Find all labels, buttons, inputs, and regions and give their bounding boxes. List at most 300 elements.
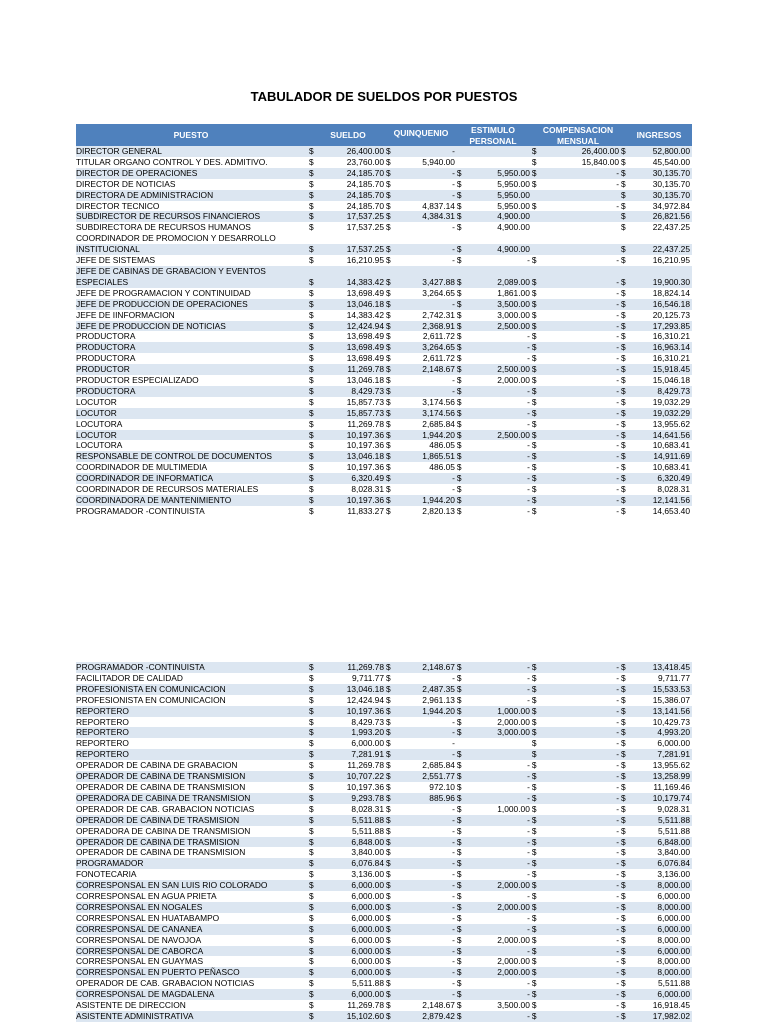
ingresos-value: 5,511.88 bbox=[658, 978, 690, 989]
sueldo-value: 7,281.91 bbox=[317, 749, 386, 760]
compensacion-value: - bbox=[616, 462, 619, 473]
quinquenio-currency: $ bbox=[386, 375, 391, 386]
sueldo-value: 8,429.73 bbox=[351, 716, 384, 727]
compensacion-currency: $ bbox=[532, 146, 540, 157]
estimulo-value: 3,000.00 bbox=[497, 309, 530, 320]
table-row bbox=[76, 891, 692, 902]
sueldo-value: 24,185.70 bbox=[346, 200, 384, 211]
compensacion-currency: $ bbox=[531, 156, 537, 167]
quinquenio-currency: $ bbox=[386, 771, 394, 782]
table-header bbox=[76, 124, 692, 146]
ingresos-value: 14,911.69 bbox=[629, 451, 692, 462]
puesto-cell: OPERADOR DE CABINA DE TRASMISION bbox=[76, 837, 309, 848]
sueldo-currency: $ bbox=[309, 244, 317, 255]
compensacion-value: - bbox=[616, 396, 619, 407]
table-row bbox=[76, 662, 692, 673]
table-row bbox=[76, 837, 692, 848]
compensacion-value: - bbox=[540, 495, 621, 506]
ingresos-currency: $ bbox=[621, 440, 626, 451]
quinquenio-currency: $ bbox=[386, 815, 394, 826]
ingresos-value bbox=[629, 266, 692, 277]
quinquenio-currency: $ bbox=[386, 299, 394, 310]
table-row bbox=[76, 222, 692, 233]
compensacion-value: - bbox=[616, 738, 619, 749]
quinquenio-value: 972.10 bbox=[429, 781, 455, 792]
sueldo-currency: $ bbox=[309, 505, 314, 516]
puesto-cell: LOCUTORA bbox=[76, 440, 123, 451]
ingresos-value: 26,821.56 bbox=[629, 211, 692, 222]
table-row bbox=[76, 935, 692, 946]
ingresos-currency: $ bbox=[621, 505, 626, 516]
puesto-cell: REPORTERO bbox=[76, 749, 309, 760]
compensacion-value: - bbox=[616, 934, 619, 945]
ingresos-currency: $ bbox=[621, 793, 629, 804]
table-row bbox=[76, 146, 692, 157]
sueldo-value: 6,000.00 bbox=[317, 946, 386, 957]
compensacion-currency: $ bbox=[531, 462, 537, 473]
quinquenio-value: - bbox=[452, 375, 455, 386]
table-row bbox=[76, 793, 692, 804]
estimulo-value bbox=[465, 146, 532, 157]
table-row bbox=[76, 364, 692, 375]
ingresos-value: 16,210.95 bbox=[652, 255, 690, 266]
sueldo-value: 13,046.18 bbox=[317, 684, 386, 695]
ingresos-currency: $ bbox=[621, 222, 626, 233]
puesto-cell: PRODUCTORA bbox=[76, 331, 136, 342]
estimulo-currency: $ bbox=[456, 462, 462, 473]
compensacion-value: - bbox=[616, 912, 619, 923]
estimulo-currency: $ bbox=[457, 451, 465, 462]
estimulo-currency: $ bbox=[457, 321, 465, 332]
estimulo-value bbox=[465, 266, 532, 277]
table-row bbox=[76, 310, 692, 321]
estimulo-currency: $ bbox=[456, 287, 462, 298]
compensacion-currency bbox=[532, 211, 540, 222]
estimulo-currency: $ bbox=[456, 956, 462, 967]
ingresos-value: 10,179.74 bbox=[629, 793, 692, 804]
estimulo-value: - bbox=[527, 672, 530, 683]
estimulo-value: - bbox=[527, 912, 530, 923]
ingresos-value: 15,918.45 bbox=[629, 364, 692, 375]
compensacion-currency: $ bbox=[532, 989, 540, 1000]
sueldo-value: 6,000.00 bbox=[351, 891, 384, 902]
quinquenio-currency: $ bbox=[386, 484, 391, 495]
table-row bbox=[76, 880, 692, 891]
sueldo-currency: $ bbox=[309, 825, 314, 836]
ingresos-currency: $ bbox=[621, 277, 629, 288]
ingresos-currency: $ bbox=[621, 869, 626, 880]
ingresos-value: 6,076.84 bbox=[629, 858, 692, 869]
table-row bbox=[76, 706, 692, 717]
sueldo-value: 13,698.49 bbox=[346, 287, 384, 298]
sueldo-value: 3,136.00 bbox=[351, 869, 384, 880]
quinquenio-value: 2,148.67 bbox=[394, 662, 457, 673]
sueldo-value: 11,269.78 bbox=[317, 364, 386, 375]
ingresos-value: 30,135.70 bbox=[629, 168, 692, 179]
quinquenio-value: - bbox=[452, 825, 455, 836]
sueldo-value: 6,000.00 bbox=[317, 924, 386, 935]
compensacion-value: - bbox=[540, 771, 621, 782]
table-row bbox=[76, 684, 692, 695]
ingresos-currency: $ bbox=[621, 902, 629, 913]
table-row bbox=[76, 727, 692, 738]
ingresos-currency: $ bbox=[621, 211, 629, 222]
quinquenio-value: - bbox=[452, 891, 455, 902]
quinquenio-currency: $ bbox=[386, 738, 391, 749]
compensacion-currency: $ bbox=[531, 178, 537, 189]
estimulo-value: 2,500.00 bbox=[465, 364, 532, 375]
estimulo-currency: $ bbox=[457, 190, 465, 201]
estimulo-currency: $ bbox=[457, 168, 465, 179]
sueldo-currency: $ bbox=[309, 1000, 314, 1011]
sueldo-currency: $ bbox=[309, 978, 314, 989]
ingresos-currency: $ bbox=[621, 190, 629, 201]
compensacion-currency: $ bbox=[531, 803, 537, 814]
quinquenio-value: 2,685.84 bbox=[422, 418, 455, 429]
sueldo-value: 8,028.31 bbox=[351, 484, 384, 495]
quinquenio-value: - bbox=[452, 912, 455, 923]
sueldo-currency: $ bbox=[309, 716, 314, 727]
compensacion-value: - bbox=[540, 662, 621, 673]
ingresos-value: 16,310.21 bbox=[652, 331, 690, 342]
sueldo-value: 6,000.00 bbox=[317, 902, 386, 913]
estimulo-currency: $ bbox=[457, 386, 465, 397]
estimulo-value: - bbox=[527, 331, 530, 342]
quinquenio-value: - bbox=[394, 749, 457, 760]
sueldo-currency: $ bbox=[309, 484, 314, 495]
quinquenio-currency: $ bbox=[386, 190, 394, 201]
sueldo-value: 10,197.36 bbox=[317, 706, 386, 717]
quinquenio-currency: $ bbox=[386, 803, 391, 814]
sueldo-currency: $ bbox=[309, 211, 317, 222]
ingresos-value: 13,418.45 bbox=[629, 662, 692, 673]
estimulo-currency: $ bbox=[457, 342, 465, 353]
compensacion-currency: $ bbox=[532, 924, 540, 935]
quinquenio-currency: $ bbox=[386, 967, 394, 978]
sueldo-value: 17,537.25 bbox=[346, 222, 384, 233]
estimulo-value: 4,900.00 bbox=[465, 244, 532, 255]
ingresos-value: 17,982.02 bbox=[629, 1011, 692, 1022]
quinquenio-currency: $ bbox=[386, 684, 394, 695]
puesto-cell: LOCUTOR bbox=[76, 430, 309, 441]
quinquenio-value: 5,940.00 bbox=[422, 156, 455, 167]
ingresos-currency bbox=[621, 266, 629, 277]
sueldo-currency: $ bbox=[309, 408, 317, 419]
quinquenio-value: - bbox=[394, 146, 457, 157]
compensacion-currency: $ bbox=[531, 331, 537, 342]
estimulo-currency bbox=[457, 266, 465, 277]
estimulo-value: - bbox=[527, 440, 530, 451]
table-row bbox=[76, 858, 692, 869]
ingresos-currency: $ bbox=[621, 684, 629, 695]
table-row bbox=[76, 924, 692, 935]
sueldo-currency: $ bbox=[309, 200, 314, 211]
quinquenio-value: - bbox=[452, 716, 455, 727]
sueldo-value: 1,993.20 bbox=[317, 727, 386, 738]
ingresos-currency: $ bbox=[621, 760, 626, 771]
ingresos-value: 6,000.00 bbox=[629, 946, 692, 957]
quinquenio-value: - bbox=[452, 738, 455, 749]
table-row bbox=[76, 782, 692, 793]
table-row bbox=[76, 299, 692, 310]
quinquenio-currency: $ bbox=[386, 505, 391, 516]
ingresos-value: 16,963.14 bbox=[629, 342, 692, 353]
estimulo-value: 2,000.00 bbox=[497, 716, 530, 727]
table-row bbox=[76, 375, 692, 386]
ingresos-value: 8,000.00 bbox=[629, 902, 692, 913]
estimulo-value: - bbox=[465, 924, 532, 935]
puesto-cell: JEFE DE CABINAS DE GRABACION Y EVENTOS bbox=[76, 266, 309, 277]
quinquenio-currency: $ bbox=[386, 364, 394, 375]
compensacion-value: - bbox=[540, 793, 621, 804]
puesto-cell: ASISTENTE DE DIRECCION bbox=[76, 1000, 186, 1011]
quinquenio-value: 2,487.35 bbox=[394, 684, 457, 695]
compensacion-currency: $ bbox=[531, 912, 537, 923]
estimulo-currency: $ bbox=[457, 211, 465, 222]
estimulo-currency bbox=[457, 738, 465, 749]
sueldo-currency: $ bbox=[309, 934, 314, 945]
ingresos-value: 7,281.91 bbox=[629, 749, 692, 760]
ingresos-value: 8,000.00 bbox=[657, 956, 690, 967]
puesto-cell: DIRECTOR TECNICO bbox=[76, 200, 160, 211]
estimulo-value: 2,500.00 bbox=[465, 321, 532, 332]
sueldo-value: 15,857.73 bbox=[317, 408, 386, 419]
quinquenio-value: - bbox=[394, 837, 457, 848]
compensacion-value: - bbox=[616, 418, 619, 429]
puesto-cell: PROFESIONISTA EN COMUNICACION bbox=[76, 694, 226, 705]
compensacion-currency: $ bbox=[531, 255, 537, 266]
estimulo-value: 2,000.00 bbox=[497, 375, 530, 386]
compensacion-currency: $ bbox=[532, 837, 540, 848]
ingresos-value: 15,386.07 bbox=[652, 694, 690, 705]
sueldo-currency: $ bbox=[309, 803, 314, 814]
table-row bbox=[76, 211, 692, 222]
quinquenio-value: 1,944.20 bbox=[394, 430, 457, 441]
quinquenio-currency: $ bbox=[386, 706, 394, 717]
compensacion-currency: $ bbox=[532, 967, 540, 978]
estimulo-value: - bbox=[527, 978, 530, 989]
ingresos-value: 22,437.25 bbox=[629, 244, 692, 255]
compensacion-value bbox=[540, 233, 621, 244]
estimulo-currency: $ bbox=[456, 200, 462, 211]
table-row bbox=[76, 190, 692, 201]
compensacion-currency: $ bbox=[532, 771, 540, 782]
ingresos-value: 52,800.00 bbox=[629, 146, 692, 157]
ingresos-value bbox=[629, 233, 692, 244]
ingresos-value: 8,000.00 bbox=[629, 967, 692, 978]
estimulo-value: - bbox=[527, 781, 530, 792]
quinquenio-value bbox=[394, 233, 457, 244]
quinquenio-currency: $ bbox=[386, 694, 391, 705]
compensacion-currency: $ bbox=[532, 815, 540, 826]
table-row bbox=[76, 201, 692, 212]
compensacion-value bbox=[540, 266, 621, 277]
ingresos-value: 34,972.84 bbox=[652, 200, 690, 211]
puesto-cell: DIRECTOR DE OPERACIONES bbox=[76, 168, 309, 179]
estimulo-value bbox=[465, 749, 532, 760]
puesto-cell: OPERADOR DE CAB. GRABACION NOTICIAS bbox=[76, 803, 255, 814]
estimulo-value: - bbox=[465, 946, 532, 957]
sueldo-currency: $ bbox=[309, 396, 314, 407]
compensacion-currency: $ bbox=[531, 891, 537, 902]
sueldo-currency: $ bbox=[309, 287, 314, 298]
compensacion-value: - bbox=[540, 299, 621, 310]
estimulo-value: - bbox=[465, 386, 532, 397]
estimulo-value: 5,950.00 bbox=[497, 178, 530, 189]
quinquenio-value: - bbox=[452, 978, 455, 989]
puesto-cell: COORDINADOR DE PROMOCION Y DESARROLLO bbox=[76, 233, 276, 244]
header-quinquenio: QUINQUENIO bbox=[393, 128, 449, 138]
quinquenio-currency: $ bbox=[386, 211, 394, 222]
estimulo-currency bbox=[457, 233, 465, 244]
compensacion-value: - bbox=[540, 902, 621, 913]
sueldo-currency: $ bbox=[309, 331, 314, 342]
ingresos-currency: $ bbox=[621, 156, 626, 167]
estimulo-currency: $ bbox=[456, 375, 462, 386]
puesto-cell: CORRESPONSAL DE CANANEA bbox=[76, 924, 309, 935]
ingresos-currency: $ bbox=[621, 706, 629, 717]
sueldo-currency: $ bbox=[309, 299, 317, 310]
puesto-cell: COORDINADOR DE INFORMATICA bbox=[76, 473, 309, 484]
sueldo-currency: $ bbox=[309, 956, 314, 967]
table-row bbox=[76, 1000, 692, 1011]
compensacion-currency: $ bbox=[532, 684, 540, 695]
table-row bbox=[76, 484, 692, 495]
puesto-cell: PRODUCTOR bbox=[76, 364, 309, 375]
compensacion-value: - bbox=[616, 978, 619, 989]
ingresos-currency: $ bbox=[621, 473, 629, 484]
table-row bbox=[76, 473, 692, 484]
estimulo-value: 1,861.00 bbox=[497, 287, 530, 298]
table-row bbox=[76, 288, 692, 299]
quinquenio-currency: $ bbox=[386, 396, 391, 407]
sueldo-currency: $ bbox=[309, 760, 314, 771]
puesto-cell: PRODUCTORA bbox=[76, 353, 136, 364]
compensacion-currency: $ bbox=[531, 825, 537, 836]
sueldo-currency: $ bbox=[309, 891, 314, 902]
sueldo-value: 15,102.60 bbox=[317, 1011, 386, 1022]
estimulo-value: 3,500.00 bbox=[497, 1000, 530, 1011]
quinquenio-value: - bbox=[452, 869, 455, 880]
sueldo-value: 6,000.00 bbox=[351, 738, 384, 749]
estimulo-currency: $ bbox=[456, 847, 462, 858]
puesto-cell: DIRECTOR DE NOTICIAS bbox=[76, 178, 176, 189]
ingresos-currency: $ bbox=[621, 168, 629, 179]
compensacion-value: 26,400.00 bbox=[540, 146, 621, 157]
ingresos-currency: $ bbox=[621, 825, 626, 836]
compensacion-currency: $ bbox=[531, 375, 537, 386]
compensacion-currency: $ bbox=[532, 299, 540, 310]
compensacion-value: - bbox=[616, 694, 619, 705]
ingresos-value: 19,032.29 bbox=[652, 396, 690, 407]
quinquenio-currency: $ bbox=[386, 222, 391, 233]
estimulo-currency: $ bbox=[456, 803, 462, 814]
puesto-cell: OPERADOR DE CABINA DE TRASMISION bbox=[76, 815, 309, 826]
quinquenio-value: - bbox=[394, 473, 457, 484]
quinquenio-currency: $ bbox=[386, 716, 391, 727]
compensacion-value: - bbox=[616, 505, 619, 516]
compensacion-value: - bbox=[540, 749, 621, 760]
compensacion-value: - bbox=[616, 716, 619, 727]
puesto-cell: CORRESPONSAL DE MAGDALENA bbox=[76, 989, 309, 1000]
estimulo-currency: $ bbox=[457, 706, 465, 717]
quinquenio-value: - bbox=[452, 484, 455, 495]
table-row bbox=[76, 277, 692, 288]
quinquenio-currency: $ bbox=[386, 255, 391, 266]
compensacion-value: - bbox=[616, 375, 619, 386]
estimulo-currency: $ bbox=[456, 934, 462, 945]
ingresos-value: 8,000.00 bbox=[657, 934, 690, 945]
sueldo-value: 13,698.49 bbox=[317, 342, 386, 353]
sueldo-value: 13,698.49 bbox=[346, 353, 384, 364]
ingresos-value: 45,540.00 bbox=[652, 156, 690, 167]
header-sueldo: SUELDO bbox=[330, 130, 366, 140]
compensacion-value bbox=[540, 211, 621, 222]
estimulo-value: - bbox=[527, 505, 530, 516]
quinquenio-currency: $ bbox=[386, 1011, 394, 1022]
compensacion-value: - bbox=[616, 803, 619, 814]
quinquenio-currency: $ bbox=[386, 793, 394, 804]
compensacion-currency: $ bbox=[532, 749, 540, 760]
estimulo-value bbox=[465, 233, 532, 244]
sueldo-currency: $ bbox=[309, 869, 314, 880]
sueldo-value: 13,046.18 bbox=[346, 375, 384, 386]
sueldo-value: 23,760.00 bbox=[346, 156, 384, 167]
sueldo-currency: $ bbox=[309, 880, 317, 891]
ingresos-value: 17,293.85 bbox=[629, 321, 692, 332]
table-row bbox=[76, 717, 692, 728]
estimulo-currency: $ bbox=[456, 440, 462, 451]
ingresos-value: 8,028.31 bbox=[657, 484, 690, 495]
compensacion-currency: $ bbox=[532, 946, 540, 957]
estimulo-value: - bbox=[465, 342, 532, 353]
sueldo-currency: $ bbox=[309, 727, 317, 738]
table-row bbox=[76, 826, 692, 837]
quinquenio-value: 3,427.88 bbox=[394, 277, 457, 288]
quinquenio-value: - bbox=[452, 956, 455, 967]
estimulo-currency: $ bbox=[456, 869, 462, 880]
quinquenio-value: - bbox=[394, 815, 457, 826]
quinquenio-currency: $ bbox=[386, 672, 391, 683]
puesto-cell: REPORTERO bbox=[76, 706, 309, 717]
sueldo-currency: $ bbox=[309, 815, 317, 826]
sueldo-value: 11,269.78 bbox=[347, 418, 384, 429]
quinquenio-currency: $ bbox=[386, 847, 391, 858]
ingresos-currency: $ bbox=[621, 978, 626, 989]
sueldo-value: 13,046.18 bbox=[317, 299, 386, 310]
ingresos-currency: $ bbox=[621, 967, 629, 978]
quinquenio-value: 1,865.51 bbox=[394, 451, 457, 462]
ingresos-value: 4,993.20 bbox=[629, 727, 692, 738]
estimulo-currency: $ bbox=[457, 815, 465, 826]
compensacion-value: - bbox=[616, 1000, 619, 1011]
puesto-cell: OPERADORA DE CABINA DE TRANSMISION bbox=[76, 825, 251, 836]
sueldo-currency: $ bbox=[309, 847, 314, 858]
compensacion-currency: $ bbox=[532, 408, 540, 419]
compensacion-value: - bbox=[540, 706, 621, 717]
compensacion-value bbox=[540, 190, 621, 201]
compensacion-value: - bbox=[616, 255, 619, 266]
ingresos-currency: $ bbox=[621, 1000, 626, 1011]
compensacion-currency: $ bbox=[531, 847, 537, 858]
estimulo-currency: $ bbox=[456, 309, 462, 320]
estimulo-value: - bbox=[527, 255, 530, 266]
compensacion-value: - bbox=[616, 781, 619, 792]
quinquenio-currency: $ bbox=[386, 869, 391, 880]
quinquenio-value: 2,961.13 bbox=[422, 694, 455, 705]
ingresos-currency: $ bbox=[621, 287, 626, 298]
sueldo-value: 13,046.18 bbox=[317, 451, 386, 462]
